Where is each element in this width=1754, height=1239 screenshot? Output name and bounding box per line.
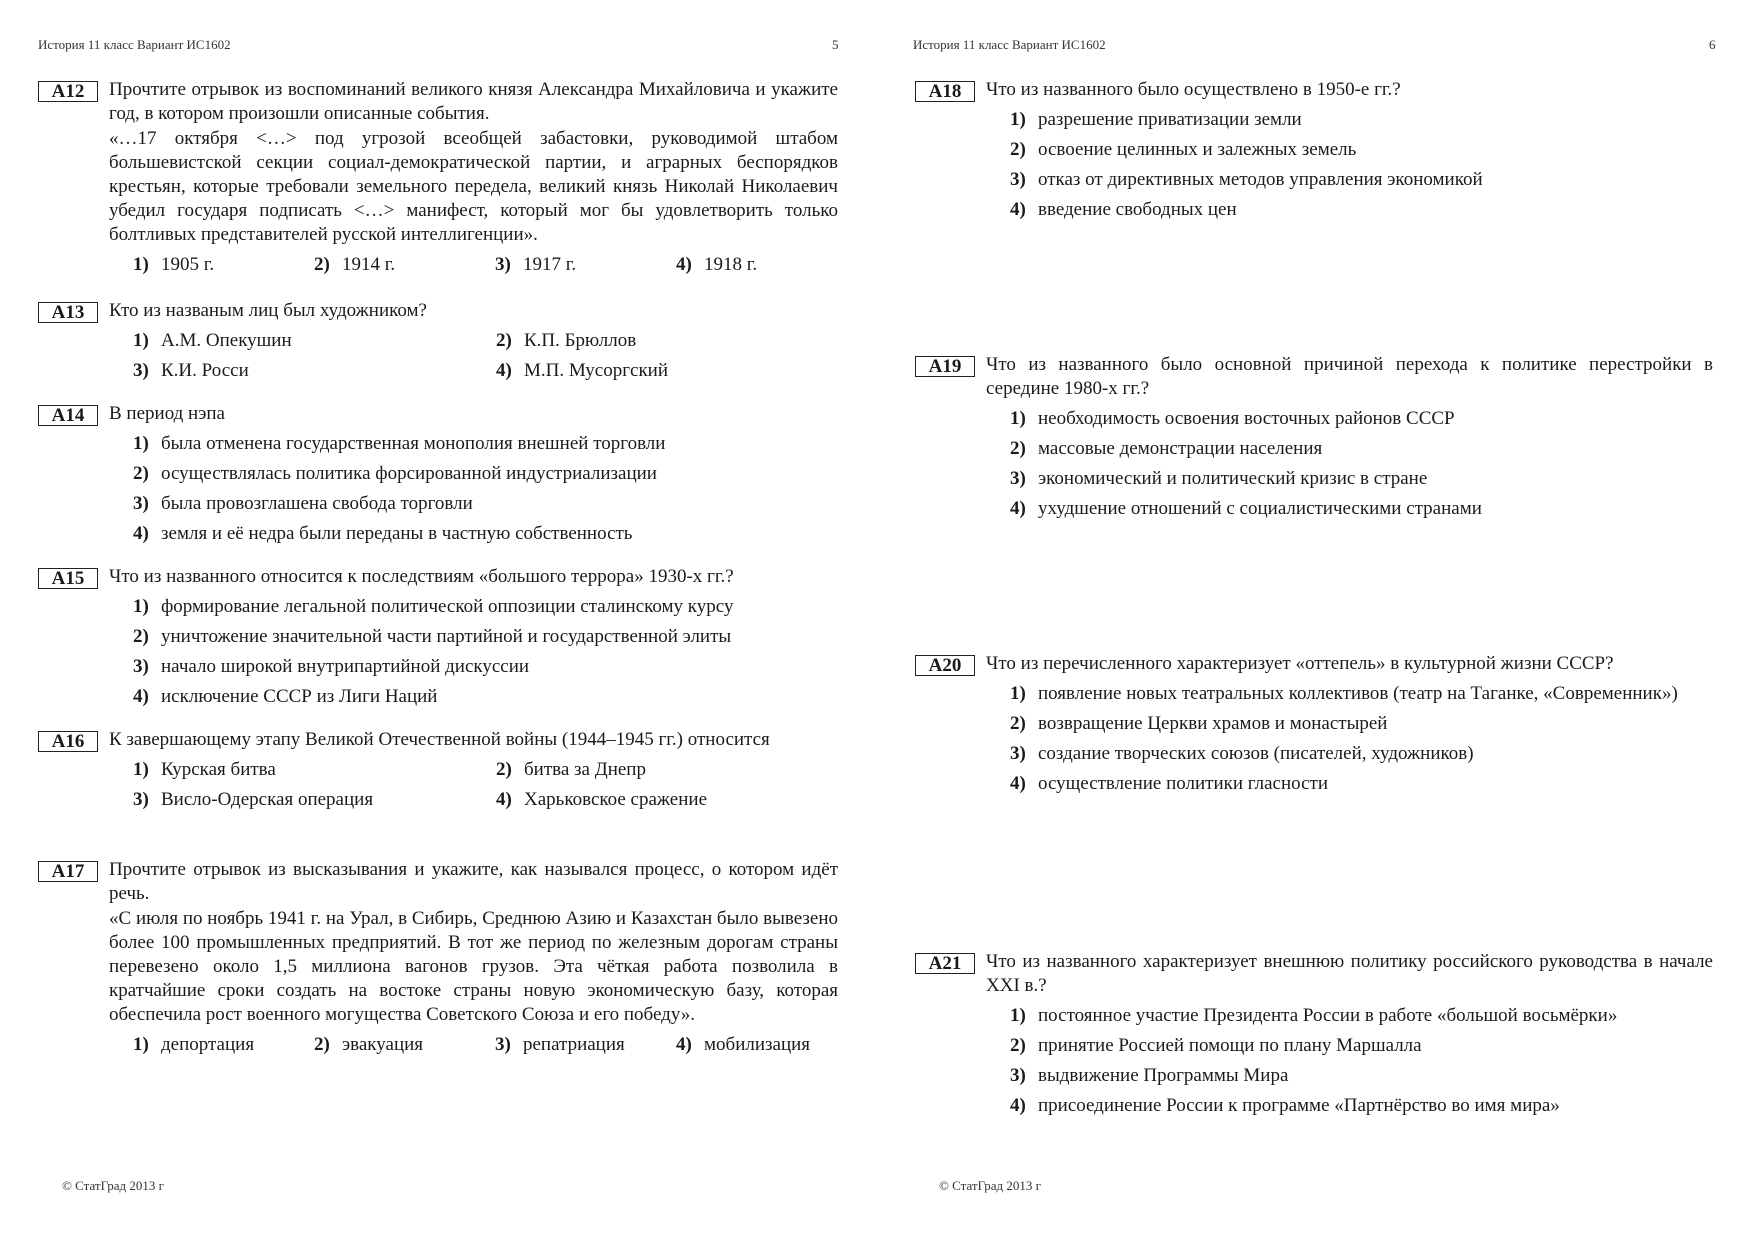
task-a12	[38, 78, 838, 277]
option-text: уничтожение значительной части партийной и государственной элиты	[161, 626, 732, 647]
option-text: К.И. Росси	[161, 360, 249, 381]
option-number: 4)	[133, 523, 149, 544]
question-text: Что из названного было осуществлено в 1950-е гг.?	[986, 79, 1401, 100]
option-text: отказ от директивных методов управления экономикой	[1038, 169, 1483, 190]
option-text: эвакуация	[342, 1034, 424, 1055]
option[interactable]	[1010, 407, 1713, 431]
task-a14	[38, 402, 838, 552]
option-text: 1918 г.	[704, 254, 758, 275]
task-number: A17	[38, 861, 98, 882]
option-number: 2)	[314, 254, 330, 275]
options	[133, 595, 838, 709]
option[interactable]	[133, 595, 838, 619]
option-number: 3)	[495, 254, 511, 275]
task-number: A21	[915, 953, 975, 974]
option-number: 4)	[676, 254, 692, 275]
option[interactable]	[133, 788, 496, 812]
option[interactable]	[1010, 198, 1713, 222]
option-text: осуществление политики гласности	[1038, 773, 1328, 794]
task-number: A19	[915, 356, 975, 377]
task-number: A20	[915, 655, 975, 676]
option-number: 3)	[133, 789, 149, 810]
option-number: 4)	[1010, 199, 1026, 220]
option[interactable]	[133, 432, 838, 456]
option[interactable]	[133, 685, 838, 709]
option-text: принятие Россией помощи по плану Маршалла	[1038, 1035, 1422, 1056]
option[interactable]	[495, 253, 676, 277]
option-text: 1917 г.	[523, 254, 577, 275]
option-text: мобилизация	[704, 1034, 811, 1055]
option[interactable]	[496, 758, 859, 782]
option-text: ухудшение отношений с социалистическими странами	[1038, 498, 1482, 519]
option-number: 2)	[133, 463, 149, 484]
option-text: была провозглашена свобода торговли	[161, 493, 473, 514]
option[interactable]	[1010, 1094, 1713, 1118]
option[interactable]	[495, 1033, 676, 1057]
option-number: 3)	[133, 360, 149, 381]
option-text: депортация	[161, 1034, 255, 1055]
options	[1010, 682, 1713, 796]
option-number: 2)	[1010, 438, 1026, 459]
task-number: A15	[38, 568, 98, 589]
option-text: присоединение России к программе «Партнёрство во имя мира»	[1038, 1095, 1560, 1116]
option-number: 2)	[1010, 713, 1026, 734]
question-text: К завершающему этапу Великой Отечественной войны (1944–1945 гг.) относится	[109, 729, 770, 750]
option-number: 4)	[1010, 498, 1026, 519]
option-text: земля и её недра были переданы в частную собственность	[161, 523, 633, 544]
option-text: А.М. Опекушин	[161, 330, 292, 351]
option-number: 2)	[496, 759, 512, 780]
option-text: возвращение Церкви храмов и монастырей	[1038, 713, 1388, 734]
passage-text: «…17 октября <…> под угрозой всеобщей забастовки, руководимой штабом большевистской секции социал-демократической партии, и аграрных беспорядков крестьян, которые требовали земельного передела, великий князь Николай Николаевич убедил государя подписать <…> манифест, который мог бы удовлетворить только болтливых представителей русской интеллигенции».	[109, 128, 838, 245]
options	[133, 1033, 838, 1057]
option[interactable]	[676, 1033, 857, 1057]
option-text: экономический и политический кризис в стране	[1038, 468, 1428, 489]
option[interactable]	[133, 329, 496, 353]
option[interactable]	[314, 1033, 495, 1057]
page-header: История 11 класс Вариант ИС1602	[913, 37, 1106, 52]
option-text: постоянное участие Президента России в работе «большой восьмёрки»	[1038, 1005, 1618, 1026]
option[interactable]	[133, 462, 838, 486]
option[interactable]	[1010, 742, 1713, 766]
option-number: 4)	[1010, 773, 1026, 794]
option-text: необходимость освоения восточных районов СССР	[1038, 408, 1455, 429]
task-a17	[38, 858, 838, 1057]
option-number: 3)	[133, 493, 149, 514]
option[interactable]	[133, 655, 838, 679]
option[interactable]	[1010, 1034, 1713, 1058]
option-number: 2)	[496, 330, 512, 351]
option-number: 3)	[1010, 169, 1026, 190]
option[interactable]	[133, 625, 838, 649]
option-number: 1)	[133, 254, 149, 275]
option-number: 1)	[133, 759, 149, 780]
option-number: 3)	[495, 1034, 511, 1055]
question-text: В период нэпа	[109, 403, 225, 424]
page-footer: © СтатГрад 2013 г	[939, 1178, 1041, 1193]
options	[133, 253, 838, 277]
option[interactable]	[1010, 772, 1713, 796]
option-number: 4)	[1010, 1095, 1026, 1116]
task-number: A18	[915, 81, 975, 102]
task-a20	[915, 652, 1713, 802]
option-text: создание творческих союзов (писателей, художников)	[1038, 743, 1474, 764]
page-number: 6	[1709, 37, 1716, 52]
option-number: 2)	[314, 1034, 330, 1055]
page-6	[877, 0, 1754, 1239]
option[interactable]	[1010, 1064, 1713, 1088]
option[interactable]	[1010, 108, 1713, 132]
option-text: формирование легальной политической оппозиции сталинскому курсу	[161, 596, 734, 617]
option[interactable]	[133, 359, 496, 383]
task-a15	[38, 565, 838, 715]
option-text: выдвижение Программы Мира	[1038, 1065, 1289, 1086]
option-text: исключение СССР из Лиги Наций	[161, 686, 438, 707]
question-text: Что из названного относится к последствиям «большого террора» 1930-х гг.?	[109, 566, 734, 587]
question-text: Что из перечисленного характеризует «оттепель» в культурной жизни СССР?	[986, 653, 1614, 674]
option-text: Висло-Одерская операция	[161, 789, 374, 810]
question-text: Что из названного характеризует внешнюю политику российского руководства в начале XXI в.?	[986, 951, 1713, 996]
option[interactable]	[1010, 168, 1713, 192]
question-text: Кто из названым лиц был художником?	[109, 300, 427, 321]
option-number: 1)	[1010, 683, 1026, 704]
option-text: 1905 г.	[161, 254, 215, 275]
task-a21	[915, 950, 1713, 1124]
passage-text: «С июля по ноябрь 1941 г. на Урал, в Сибирь, Среднюю Азию и Казахстан было вывезено более 100 промышленных предприятий. В тот же период по железным дорогам страны перевезено около 1,5 миллиона вагонов грузов. Эта чёткая работа позволила в кратчайшие сроки создать на востоке страны новую экономическую базу, которая обеспечила рост военного могущества Советского Союза и его победу».	[109, 908, 838, 1025]
option-number: 1)	[133, 330, 149, 351]
page-number: 5	[832, 37, 839, 52]
option-number: 3)	[133, 656, 149, 677]
option-number: 2)	[1010, 139, 1026, 160]
option-text: начало широкой внутрипартийной дискуссии	[161, 656, 530, 677]
option-number: 4)	[496, 789, 512, 810]
option-text: освоение целинных и залежных земель	[1038, 139, 1357, 160]
option[interactable]	[133, 758, 496, 782]
option-number: 1)	[133, 433, 149, 454]
option-text: репатриация	[523, 1034, 625, 1055]
option-text: М.П. Мусоргский	[524, 360, 669, 381]
option[interactable]	[496, 788, 859, 812]
option[interactable]	[1010, 467, 1713, 491]
option[interactable]	[1010, 712, 1713, 736]
task-a16	[38, 728, 838, 812]
option[interactable]	[314, 253, 495, 277]
option-text: была отменена государственная монополия внешней торговли	[161, 433, 666, 454]
option[interactable]	[676, 253, 857, 277]
option-text: появление новых театральных коллективов (театр на Таганке, «Современник»)	[1038, 683, 1678, 704]
task-a18	[915, 78, 1713, 228]
option-text: Харьковское сражение	[524, 789, 708, 810]
task-number: A12	[38, 81, 98, 102]
option-number: 4)	[133, 686, 149, 707]
option-number: 3)	[1010, 1065, 1026, 1086]
option[interactable]	[1010, 497, 1713, 521]
option-text: массовые демонстрации населения	[1038, 438, 1323, 459]
option-number: 3)	[1010, 743, 1026, 764]
task-number: A16	[38, 731, 98, 752]
option[interactable]	[496, 359, 859, 383]
option[interactable]	[1010, 138, 1713, 162]
page-footer: © СтатГрад 2013 г	[62, 1178, 164, 1193]
question-text: Что из названного было основной причиной перехода к политике перестройки в середине 1980-х гг.?	[986, 354, 1713, 399]
option-number: 2)	[133, 626, 149, 647]
option-text: осуществлялась политика форсированной индустриализации	[161, 463, 657, 484]
option-number: 1)	[133, 1034, 149, 1055]
option[interactable]	[133, 1033, 314, 1057]
options	[1010, 1004, 1713, 1118]
task-a19	[915, 353, 1713, 527]
option-number: 2)	[1010, 1035, 1026, 1056]
task-number: A14	[38, 405, 98, 426]
option[interactable]	[133, 253, 314, 277]
option-number: 4)	[496, 360, 512, 381]
option-number: 1)	[133, 596, 149, 617]
option-text: 1914 г.	[342, 254, 396, 275]
option-text: разрешение приватизации земли	[1038, 109, 1302, 130]
question-text: Прочтите отрывок из воспоминаний великого князя Александра Михайловича и укажите год, в котором произошли описанные события.	[109, 79, 838, 124]
options	[133, 432, 838, 546]
option-number: 1)	[1010, 1005, 1026, 1026]
option-number: 3)	[1010, 468, 1026, 489]
option-text: К.П. Брюллов	[524, 330, 637, 351]
options	[133, 758, 838, 812]
options	[1010, 407, 1713, 521]
option-text: Курская битва	[161, 759, 276, 780]
option[interactable]	[133, 522, 838, 546]
option-number: 4)	[676, 1034, 692, 1055]
option[interactable]	[496, 329, 859, 353]
option-number: 1)	[1010, 408, 1026, 429]
options	[1010, 108, 1713, 222]
option[interactable]	[1010, 682, 1713, 706]
option-number: 1)	[1010, 109, 1026, 130]
page-header: История 11 класс Вариант ИС1602	[38, 37, 231, 52]
option-text: введение свободных цен	[1038, 199, 1237, 220]
task-number: A13	[38, 302, 98, 323]
question-text: Прочтите отрывок из высказывания и укажите, как назывался процесс, о котором идёт речь.	[109, 859, 838, 904]
option[interactable]	[133, 492, 838, 516]
option[interactable]	[1010, 1004, 1713, 1028]
option-text: битва за Днепр	[524, 759, 646, 780]
task-a13	[38, 299, 838, 383]
options	[133, 329, 838, 383]
option[interactable]	[1010, 437, 1713, 461]
